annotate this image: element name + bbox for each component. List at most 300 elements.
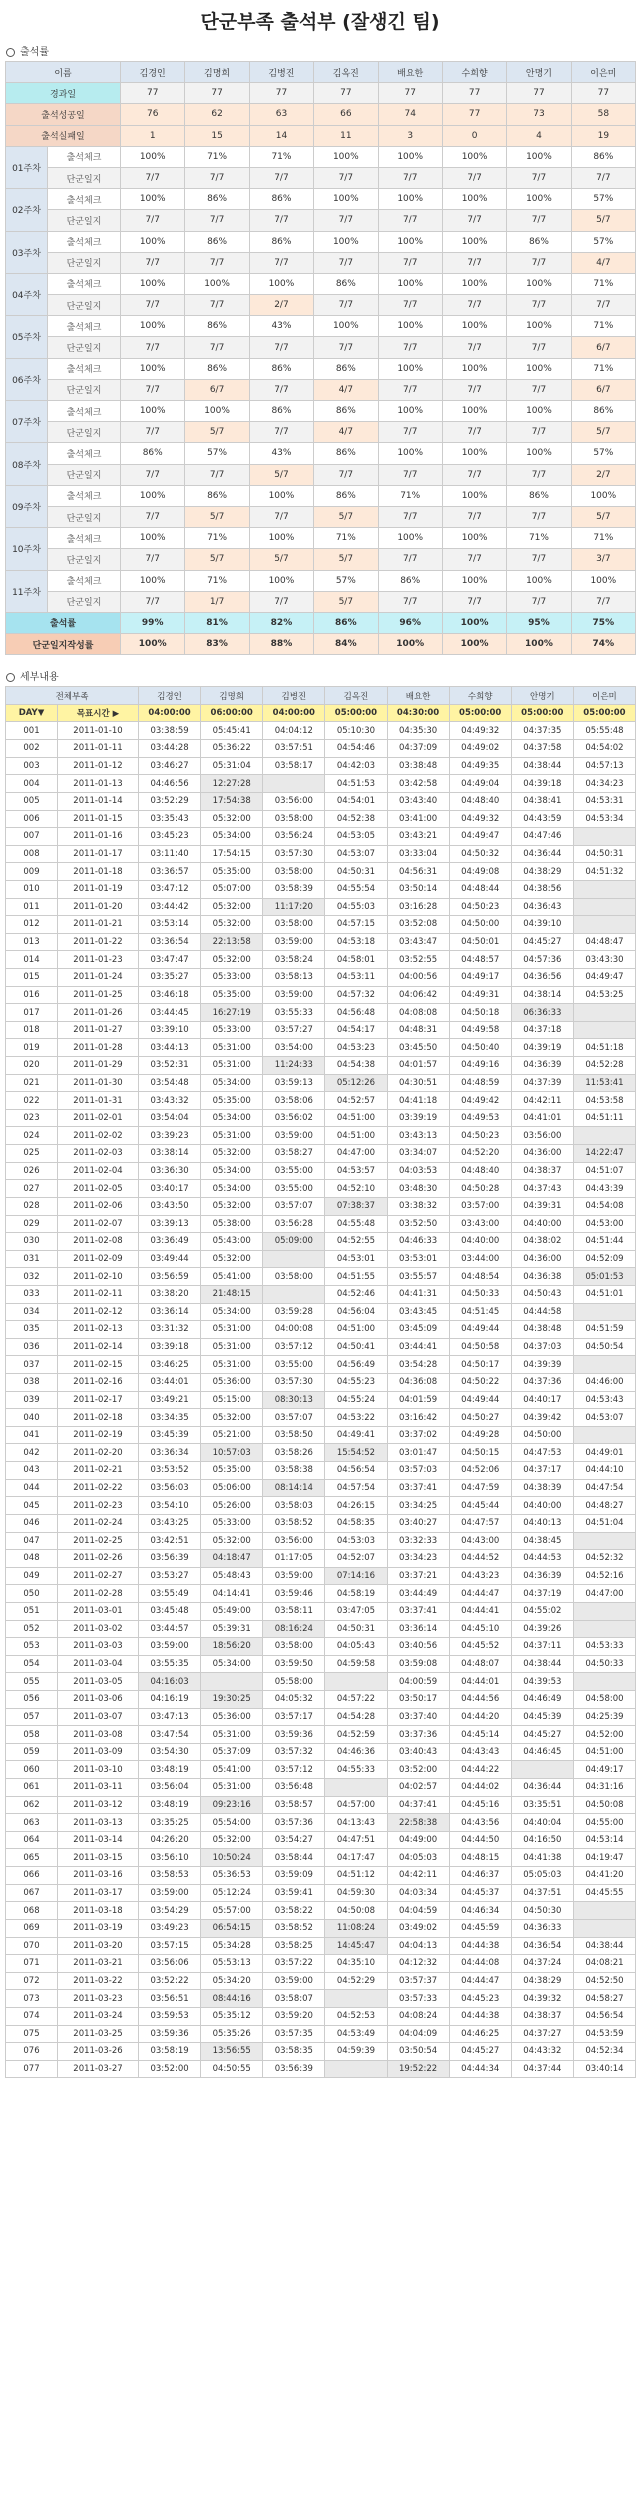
time-cell: 04:55:24: [325, 1391, 387, 1409]
check-cell: 100%: [378, 528, 442, 549]
diary-label: 단군일지: [48, 337, 121, 358]
section-header-detail: [0, 669, 640, 686]
date-cell: 2011-01-17: [58, 845, 139, 863]
time-cell: 07:14:16: [325, 1567, 387, 1585]
time-cell: 05:34:00: [201, 1655, 263, 1673]
date-cell: 2011-01-25: [58, 986, 139, 1004]
time-cell: 08:14:14: [263, 1479, 325, 1497]
time-cell: 04:53:59: [573, 2025, 635, 2043]
target-time-cell: 05:00:00: [325, 704, 387, 722]
week-label: 09주차: [6, 485, 48, 527]
time-cell: [511, 1761, 573, 1779]
time-cell: 04:50:54: [573, 1338, 635, 1356]
time-cell: 03:59:50: [263, 1655, 325, 1673]
time-cell: 04:51:11: [573, 1109, 635, 1127]
time-cell: 04:50:18: [449, 1004, 511, 1022]
day-row: [6, 969, 636, 987]
time-cell: 04:39:19: [511, 1039, 573, 1057]
time-cell: 03:39:18: [139, 1338, 201, 1356]
time-cell: 04:26:15: [325, 1497, 387, 1515]
time-cell: 04:44:58: [511, 1303, 573, 1321]
diary-cell: 7/7: [507, 337, 571, 358]
date-cell: 2011-03-08: [58, 1726, 139, 1744]
check-cell: 100%: [442, 485, 506, 506]
time-cell: 04:51:45: [449, 1303, 511, 1321]
time-cell: 04:45:44: [449, 1497, 511, 1515]
check-cell: 100%: [507, 443, 571, 464]
time-cell: 04:45:16: [449, 1796, 511, 1814]
summary-cell: 77: [442, 83, 506, 104]
summary-cell: 62: [185, 104, 249, 125]
diary-cell: 7/7: [249, 337, 313, 358]
day-row: [6, 1937, 636, 1955]
day-number: 009: [6, 863, 58, 881]
time-cell: 03:57:35: [263, 2025, 325, 2043]
time-cell: [573, 1004, 635, 1022]
time-cell: 05:43:00: [201, 1233, 263, 1251]
day-row: [6, 1990, 636, 2008]
rate-cell: 99%: [121, 612, 185, 633]
day-row: [6, 1919, 636, 1937]
diary-cell: 5/7: [185, 422, 249, 443]
time-cell: 04:44:52: [449, 1550, 511, 1568]
date-cell: 2011-02-18: [58, 1409, 139, 1427]
day-row: [6, 2043, 636, 2061]
time-cell: 03:55:35: [139, 1655, 201, 1673]
time-cell: 03:54:28: [387, 1356, 449, 1374]
time-cell: 03:48:19: [139, 1796, 201, 1814]
diary-cell: 7/7: [571, 295, 635, 316]
time-cell: [573, 1602, 635, 1620]
time-cell: 05:34:20: [201, 1972, 263, 1990]
time-cell: 03:44:57: [139, 1620, 201, 1638]
time-cell: 03:40:43: [387, 1743, 449, 1761]
week-diary-row: [6, 167, 636, 188]
time-cell: [325, 2060, 387, 2078]
time-cell: 04:53:18: [325, 933, 387, 951]
time-cell: 04:43:32: [511, 2043, 573, 2061]
day-number: 055: [6, 1673, 58, 1691]
day-number: 017: [6, 1004, 58, 1022]
time-cell: 03:54:10: [139, 1497, 201, 1515]
summary-row: [6, 83, 636, 104]
date-cell: 2011-01-31: [58, 1092, 139, 1110]
column-header-member: 안명기: [507, 62, 571, 83]
time-cell: 03:56:04: [139, 1779, 201, 1797]
day-row: [6, 1814, 636, 1832]
time-cell: 04:50:30: [511, 1902, 573, 1920]
time-cell: 04:50:43: [511, 1285, 573, 1303]
summary-cell: 77: [314, 83, 378, 104]
day-number: 069: [6, 1919, 58, 1937]
date-cell: 2011-02-03: [58, 1145, 139, 1163]
check-cell: 86%: [507, 231, 571, 252]
time-cell: 03:59:13: [263, 1074, 325, 1092]
time-cell: 03:50:54: [387, 2043, 449, 2061]
time-cell: 03:43:00: [449, 1215, 511, 1233]
time-cell: 14:22:47: [573, 1145, 635, 1163]
time-cell: 04:52:38: [325, 810, 387, 828]
time-cell: 04:37:18: [511, 1021, 573, 1039]
time-cell: 05:34:00: [201, 1109, 263, 1127]
day-number: 053: [6, 1638, 58, 1656]
time-cell: 03:49:23: [139, 1919, 201, 1937]
time-cell: 05:36:00: [201, 1374, 263, 1392]
summary-cell: 77: [378, 83, 442, 104]
time-cell: 04:05:43: [325, 1638, 387, 1656]
check-cell: 100%: [442, 273, 506, 294]
diary-cell: 6/7: [185, 379, 249, 400]
check-cell: 71%: [507, 528, 571, 549]
diary-cell: 7/7: [442, 252, 506, 273]
time-cell: 21:48:15: [201, 1285, 263, 1303]
day-number: 068: [6, 1902, 58, 1920]
time-cell: 05:32:00: [201, 1532, 263, 1550]
check-cell: 71%: [314, 528, 378, 549]
time-cell: 04:37:36: [511, 1374, 573, 1392]
day-number: 005: [6, 792, 58, 810]
time-cell: 04:40:17: [511, 1391, 573, 1409]
time-cell: 04:49:28: [449, 1426, 511, 1444]
time-cell: 03:59:00: [263, 986, 325, 1004]
day-number: 019: [6, 1039, 58, 1057]
check-cell: 100%: [185, 273, 249, 294]
diary-label: 단군일지: [48, 167, 121, 188]
diary-cell: 7/7: [507, 591, 571, 612]
target-time-cell: 04:30:00: [387, 704, 449, 722]
day-row: [6, 1356, 636, 1374]
time-cell: 03:32:33: [387, 1532, 449, 1550]
date-cell: 2011-03-19: [58, 1919, 139, 1937]
date-cell: 2011-03-03: [58, 1638, 139, 1656]
time-cell: 04:39:42: [511, 1409, 573, 1427]
time-cell: 03:38:48: [387, 757, 449, 775]
time-cell: 15:54:52: [325, 1444, 387, 1462]
time-cell: 04:44:41: [449, 1602, 511, 1620]
time-cell: 17:54:38: [201, 792, 263, 810]
time-cell: 04:37:43: [511, 1180, 573, 1198]
day-row: [6, 1655, 636, 1673]
date-cell: 2011-01-30: [58, 1074, 139, 1092]
time-cell: [325, 1673, 387, 1691]
week-check-row: [6, 189, 636, 210]
week-diary-row: [6, 549, 636, 570]
time-cell: 04:08:24: [387, 2007, 449, 2025]
time-cell: 04:55:00: [573, 1814, 635, 1832]
diary-cell: 7/7: [378, 506, 442, 527]
time-cell: 04:48:47: [573, 933, 635, 951]
diary-cell: 7/7: [121, 506, 185, 527]
time-cell: 03:53:52: [139, 1462, 201, 1480]
check-cell: 57%: [571, 443, 635, 464]
summary-cell: 1: [121, 125, 185, 146]
time-cell: 03:59:46: [263, 1585, 325, 1603]
time-cell: 03:44:41: [387, 1338, 449, 1356]
day-row: [6, 1761, 636, 1779]
week-diary-row: [6, 295, 636, 316]
time-cell: 03:36:34: [139, 1444, 201, 1462]
check-cell: 86%: [185, 485, 249, 506]
time-cell: 05:05:03: [511, 1867, 573, 1885]
time-cell: 04:49:58: [449, 1021, 511, 1039]
check-cell: 100%: [442, 316, 506, 337]
column-header-member: 김옥진: [314, 62, 378, 83]
circle-bullet-icon: [6, 48, 15, 57]
day-number: 025: [6, 1145, 58, 1163]
time-cell: 04:47:53: [511, 1444, 573, 1462]
time-cell: 03:59:08: [387, 1655, 449, 1673]
time-cell: 04:53:43: [573, 1391, 635, 1409]
date-cell: 2011-01-12: [58, 757, 139, 775]
rate-cell: 96%: [378, 612, 442, 633]
time-cell: 05:57:00: [201, 1902, 263, 1920]
diary-cell: 7/7: [249, 506, 313, 527]
diary-cell: 7/7: [442, 379, 506, 400]
time-cell: 03:57:15: [139, 1937, 201, 1955]
time-cell: 04:36:54: [511, 1937, 573, 1955]
time-cell: 03:56:28: [263, 1215, 325, 1233]
day-row: [6, 1074, 636, 1092]
time-cell: 03:36:14: [139, 1303, 201, 1321]
time-cell: 04:50:01: [449, 933, 511, 951]
time-cell: 04:53:14: [573, 1831, 635, 1849]
time-cell: 03:55:00: [263, 1162, 325, 1180]
time-cell: 03:54:27: [263, 1831, 325, 1849]
time-cell: 04:04:12: [263, 722, 325, 740]
row-label: 출석실패일: [6, 125, 121, 146]
column-header-member: 김경인: [121, 62, 185, 83]
diary-cell: 7/7: [121, 591, 185, 612]
time-cell: 03:33:04: [387, 845, 449, 863]
time-cell: 04:00:08: [263, 1321, 325, 1339]
time-cell: 05:10:30: [325, 722, 387, 740]
time-cell: 04:55:03: [325, 898, 387, 916]
time-cell: 04:46:56: [139, 775, 201, 793]
diary-label: 단군일지: [48, 252, 121, 273]
time-cell: 04:40:00: [449, 1233, 511, 1251]
time-cell: 03:58:07: [263, 1990, 325, 2008]
day-row: [6, 986, 636, 1004]
time-cell: 03:47:13: [139, 1708, 201, 1726]
summary-cell: 14: [249, 125, 313, 146]
row-label: 경과일: [6, 83, 121, 104]
time-cell: 03:54:30: [139, 1743, 201, 1761]
check-cell: 100%: [249, 485, 313, 506]
diary-cell: 2/7: [249, 295, 313, 316]
time-cell: 04:53:07: [325, 845, 387, 863]
time-cell: 04:50:17: [449, 1356, 511, 1374]
day-row: [6, 1849, 636, 1867]
time-cell: 04:47:59: [449, 1479, 511, 1497]
time-cell: 04:39:18: [511, 775, 573, 793]
time-cell: 04:57:32: [325, 986, 387, 1004]
time-cell: 03:46:18: [139, 986, 201, 1004]
time-cell: 08:44:16: [201, 1990, 263, 2008]
check-cell: 100%: [314, 146, 378, 167]
time-cell: 03:59:41: [263, 1884, 325, 1902]
check-cell: 100%: [507, 189, 571, 210]
summary-cell: 3: [378, 125, 442, 146]
time-cell: 03:57:27: [263, 1021, 325, 1039]
time-cell: 04:26:20: [139, 1831, 201, 1849]
day-row: [6, 1109, 636, 1127]
check-cell: 86%: [249, 189, 313, 210]
date-cell: 2011-01-22: [58, 933, 139, 951]
time-cell: 03:56:00: [263, 792, 325, 810]
time-cell: 03:59:00: [263, 1567, 325, 1585]
diary-cell: 7/7: [378, 591, 442, 612]
check-cell: 100%: [185, 401, 249, 422]
time-cell: 04:45:59: [449, 1919, 511, 1937]
time-cell: 04:36:08: [387, 1374, 449, 1392]
diary-label: 단군일지: [48, 210, 121, 231]
time-cell: 03:57:07: [263, 1409, 325, 1427]
check-cell: 100%: [378, 231, 442, 252]
date-cell: 2011-02-11: [58, 1285, 139, 1303]
time-cell: 04:54:46: [325, 740, 387, 758]
check-label: 출석체크: [48, 401, 121, 422]
time-cell: 03:57:07: [263, 1197, 325, 1215]
time-cell: 03:41:00: [387, 810, 449, 828]
diary-cell: 7/7: [378, 379, 442, 400]
day-row: [6, 845, 636, 863]
day-row: [6, 2060, 636, 2078]
date-cell: 2011-02-01: [58, 1109, 139, 1127]
summary-cell: 15: [185, 125, 249, 146]
time-cell: 04:16:50: [511, 1831, 573, 1849]
time-cell: 03:57:17: [263, 1708, 325, 1726]
check-cell: 100%: [249, 570, 313, 591]
summary-cell: 0: [442, 125, 506, 146]
row-label: 출석성공일: [6, 104, 121, 125]
time-cell: 04:53:34: [573, 810, 635, 828]
time-cell: [573, 1356, 635, 1374]
time-cell: 04:50:31: [325, 863, 387, 881]
time-cell: 04:17:47: [325, 1849, 387, 1867]
summary-cell: 74: [378, 104, 442, 125]
diary-cell: 7/7: [185, 464, 249, 485]
target-time-label: 목표시간 ▶: [58, 704, 139, 722]
week-check-row: [6, 273, 636, 294]
time-cell: 04:46:45: [511, 1743, 573, 1761]
time-cell: 03:56:24: [263, 828, 325, 846]
time-cell: 04:01:57: [387, 1057, 449, 1075]
time-cell: 04:43:39: [573, 1180, 635, 1198]
diary-cell: 7/7: [378, 295, 442, 316]
time-cell: 05:54:00: [201, 1814, 263, 1832]
date-cell: 2011-03-20: [58, 1937, 139, 1955]
time-cell: 04:47:54: [573, 1479, 635, 1497]
time-cell: 04:43:43: [449, 1743, 511, 1761]
check-cell: 100%: [378, 273, 442, 294]
time-cell: 04:50:15: [449, 1444, 511, 1462]
time-cell: 03:44:42: [139, 898, 201, 916]
time-cell: 04:38:44: [573, 1937, 635, 1955]
time-cell: 04:37:41: [387, 1796, 449, 1814]
time-cell: 04:47:51: [325, 1831, 387, 1849]
day-row: [6, 1145, 636, 1163]
time-cell: 04:41:38: [511, 1849, 573, 1867]
summary-row: [6, 125, 636, 146]
time-cell: [573, 1902, 635, 1920]
time-cell: 04:53:58: [573, 1092, 635, 1110]
time-cell: 11:24:33: [263, 1057, 325, 1075]
date-cell: 2011-03-21: [58, 1955, 139, 1973]
day-row: [6, 1338, 636, 1356]
time-cell: 04:52:16: [573, 1567, 635, 1585]
check-cell: 71%: [571, 273, 635, 294]
check-cell: 100%: [121, 528, 185, 549]
day-number: 054: [6, 1655, 58, 1673]
check-cell: 100%: [121, 189, 185, 210]
diary-rate-cell: 74%: [571, 634, 635, 655]
time-cell: 05:35:00: [201, 986, 263, 1004]
attendance-rate-row: [6, 612, 636, 633]
time-cell: 04:37:51: [511, 1884, 573, 1902]
diary-label: 단군일지: [48, 295, 121, 316]
date-cell: 2011-02-14: [58, 1338, 139, 1356]
time-cell: 05:35:00: [201, 1462, 263, 1480]
time-cell: 04:50:31: [573, 845, 635, 863]
time-cell: 04:03:53: [387, 1162, 449, 1180]
diary-rate-cell: 100%: [121, 634, 185, 655]
check-cell: 100%: [314, 231, 378, 252]
time-cell: [263, 1285, 325, 1303]
column-header-member: 김명희: [201, 687, 263, 705]
time-cell: 05:34:00: [201, 828, 263, 846]
time-cell: 04:46:34: [449, 1902, 511, 1920]
time-cell: 04:54:08: [573, 1197, 635, 1215]
diary-cell: 7/7: [442, 549, 506, 570]
time-cell: 05:31:00: [201, 1338, 263, 1356]
time-cell: 04:49:31: [449, 986, 511, 1004]
date-cell: 2011-01-15: [58, 810, 139, 828]
day-number: 028: [6, 1197, 58, 1215]
time-cell: 04:52:28: [573, 1057, 635, 1075]
day-number: 044: [6, 1479, 58, 1497]
diary-cell: 7/7: [121, 252, 185, 273]
diary-cell: 5/7: [185, 549, 249, 570]
time-cell: 04:08:08: [387, 1004, 449, 1022]
day-number: 063: [6, 1814, 58, 1832]
time-cell: 04:00:56: [387, 969, 449, 987]
time-cell: 04:43:23: [449, 1567, 511, 1585]
day-row: [6, 1779, 636, 1797]
day-number: 023: [6, 1109, 58, 1127]
target-time-row: [6, 704, 636, 722]
diary-cell: 7/7: [507, 506, 571, 527]
week-check-row: [6, 528, 636, 549]
time-cell: 03:46:25: [139, 1356, 201, 1374]
date-cell: 2011-03-24: [58, 2007, 139, 2025]
day-row: [6, 1039, 636, 1057]
time-cell: 11:53:41: [573, 1074, 635, 1092]
time-cell: 03:58:22: [263, 1902, 325, 1920]
check-cell: 100%: [571, 570, 635, 591]
time-cell: 04:36:00: [511, 1145, 573, 1163]
date-cell: 2011-03-11: [58, 1779, 139, 1797]
column-header-member: 김경인: [139, 687, 201, 705]
time-cell: 04:44:22: [449, 1761, 511, 1779]
time-cell: 03:49:21: [139, 1391, 201, 1409]
check-cell: 100%: [507, 570, 571, 591]
time-cell: 04:39:10: [511, 916, 573, 934]
day-row: [6, 1092, 636, 1110]
time-cell: 04:58:01: [325, 951, 387, 969]
diary-cell: 7/7: [571, 591, 635, 612]
time-cell: 04:49:16: [449, 1057, 511, 1075]
day-row: [6, 1462, 636, 1480]
